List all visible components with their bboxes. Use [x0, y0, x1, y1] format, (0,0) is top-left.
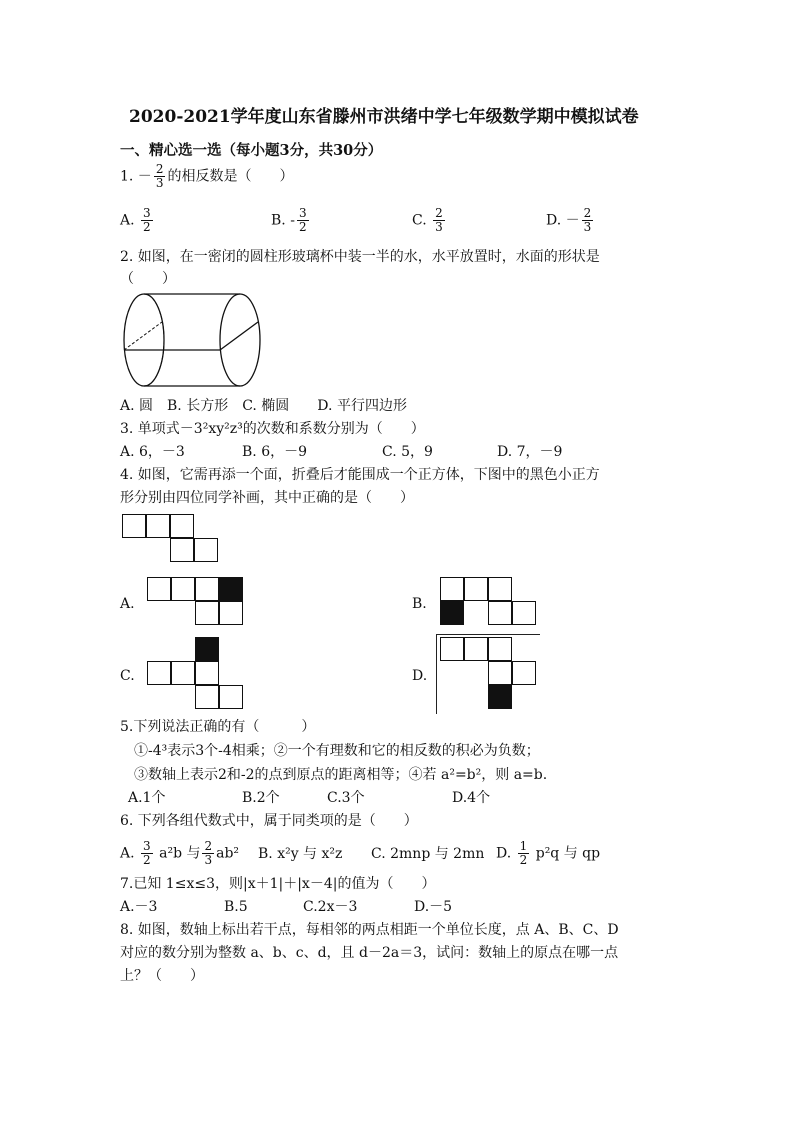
q1-option-c[interactable]: C. $\frac{2}{3}$	[412, 206, 443, 234]
q4-line2: 形分别由四位同学补画，其中正确的是（ ）	[120, 490, 414, 506]
q3-option-b[interactable]: B. 6，－9	[242, 444, 308, 460]
q6-option-c[interactable]: C. 2mnp 与 2mn	[371, 846, 485, 862]
q8-line3: 上？（ ）	[120, 968, 204, 984]
q7-option-c[interactable]: C.2x－3	[303, 899, 358, 915]
q4-option-c-label[interactable]: C.	[120, 668, 135, 684]
q2-line1: 2. 如图，在一密闭的圆柱形玻璃杯中装一半的水，水平放置时，水面的形状是	[120, 249, 600, 265]
q5-option-b[interactable]: B.2个	[242, 790, 280, 806]
section-heading: 一、精心选一选（每小题3分，共30分）	[120, 142, 383, 159]
q5-option-d[interactable]: D.4个	[452, 790, 491, 806]
q5-text: 5.下列说法正确的有（ ）	[120, 719, 316, 735]
q5-option-c[interactable]: C.3个	[327, 790, 365, 806]
q7-option-a[interactable]: A.－3	[120, 899, 158, 915]
q1-option-a[interactable]: A. $\frac{3}{2}$	[120, 206, 151, 234]
q4-option-d-label[interactable]: D.	[412, 668, 428, 684]
q5-statement-1: ①-4³表示3个-4相乘；②一个有理数和它的相反数的积必为负数；	[134, 743, 540, 759]
q1-option-b[interactable]: B. - $\frac{3}{2}$	[271, 206, 307, 234]
q3-option-c[interactable]: C. 5，9	[382, 444, 433, 460]
q4-option-d-frame-top	[436, 634, 540, 635]
q4-line1: 4. 如图，它需再添一个面，折叠后才能围成一个正方体，下图中的黑色小正方	[120, 467, 600, 483]
q1-prefix: 1. －	[120, 168, 152, 185]
q7-option-d[interactable]: D.－5	[414, 899, 453, 915]
q8-line1: 8. 如图，数轴上标出若干点，每相邻的两点相距一个单位长度，点 A、B、C、D	[120, 922, 619, 938]
q2-options[interactable]: A. 圆 B. 长方形 C. 椭圆 D. 平行四边形	[120, 398, 407, 414]
q1-fraction: $\frac{2}{3}$	[155, 162, 164, 190]
cylinder-figure	[120, 290, 265, 395]
question-1	[120, 163, 293, 190]
q7-text: 7.已知 1≤x≤3，则|x＋1|＋|x－4|的值为（ ）	[120, 876, 436, 892]
q1-option-d[interactable]: D. － $\frac{2}{3}$	[546, 206, 592, 234]
q5-option-a[interactable]: A.1个	[128, 790, 166, 806]
q6-option-d[interactable]: D. $\frac{1}{2}$ p²q 与 qp	[496, 839, 601, 867]
q6-option-a[interactable]: A. $\frac{3}{2}$ a²b 与 $\frac{2}{3}$ ab²	[120, 839, 240, 867]
q7-option-b[interactable]: B.5	[224, 899, 248, 915]
q6-option-b[interactable]: B. x²y 与 x²z	[258, 846, 343, 862]
q8-line2: 对应的数分别为整数 a、b、c、d，且 d－2a＝3，试问：数轴上的原点在哪一点	[120, 945, 619, 961]
q4-option-a-label[interactable]: A.	[120, 596, 135, 612]
q4-option-b-label[interactable]: B.	[412, 596, 427, 612]
page-title: 2020-2021学年度山东省滕州市洪绪中学七年级数学期中模拟试卷	[129, 107, 639, 127]
q5-statement-2: ③数轴上表示2和-2的点到原点的距离相等；④若 a²=b²，则 a=b.	[134, 767, 548, 783]
q3-option-a[interactable]: A. 6，－3	[120, 444, 185, 460]
q1-suffix: 的相反数是（ ）	[167, 168, 294, 185]
q3-text: 3. 单项式－3²xy²z³的次数和系数分别为（ ）	[120, 421, 425, 437]
q4-option-d-frame-left	[436, 634, 437, 714]
q2-line2: （ ）	[120, 271, 176, 287]
q6-text: 6. 下列各组代数式中，属于同类项的是（ ）	[120, 813, 418, 829]
q3-option-d[interactable]: D. 7，－9	[497, 444, 563, 460]
